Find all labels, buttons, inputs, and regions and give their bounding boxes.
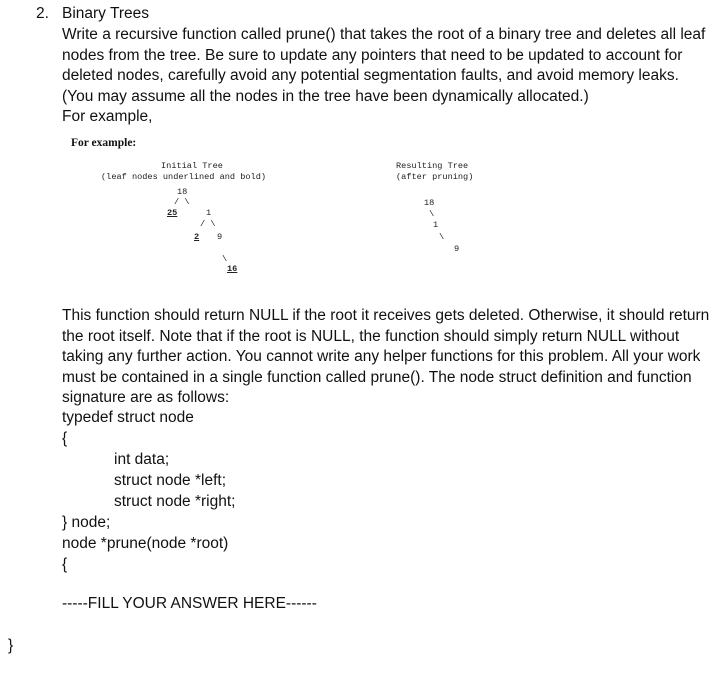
question-title: Binary Trees [62,5,150,22]
tree-edge: / \ [174,197,190,207]
for-example-text: For example, [62,108,153,125]
code-field-right: struct node *right; [114,493,236,510]
tree-leaf-node: 16 [227,264,238,274]
tree-leaf-node: 2 [194,232,200,242]
question-description: Write a recursive function called prune() that takes the root of a binary tree and deletes all leaf nodes from the tree. Be sure to update any pointers that need to be updated to account for deleted nodes, carefully avoid any potential segmentation faults, and avoid memory leaks. (You may assume all the nodes in the tree have been dynamically allocated.) [62,26,706,105]
tree-edge: \ [439,232,445,242]
resulting-tree-subtitle: (after pruning) [396,172,474,182]
tree-node-root: 18 [177,187,188,197]
answer-placeholder[interactable]: -----FILL YOUR ANSWER HERE------ [62,595,317,612]
code-function-open-brace: { [62,556,68,573]
tree-edge: \ [222,254,228,264]
code-function-close-brace: } [8,637,14,654]
tree-leaf-node: 25 [167,208,178,218]
tree-node-root: 18 [424,198,435,208]
code-close-line: } node; [62,514,111,531]
code-field-left: struct node *left; [114,472,227,489]
code-open-brace: { [62,430,68,447]
tree-node: 9 [217,232,223,242]
code-typedef-line: typedef struct node [62,409,194,426]
question-number: 2. [36,5,49,22]
resulting-tree-title: Resulting Tree [396,161,469,171]
tree-node: 1 [433,220,439,230]
example-label: For example: [71,137,137,149]
code-field-data: int data; [114,451,170,468]
tree-edge: \ [429,209,435,219]
instructions-text: This function should return NULL if the root it receives gets deleted. Otherwise, it should return the root itself. Note that if the root is NULL, the function should simply return NULL without taking any further action. You cannot write any helper functions for this problem. All your work must be contained in a single function called prune(). The node struct definition and function signature are as follows: [62,307,710,406]
code-function-signature: node *prune(node *root) [62,535,229,552]
initial-tree-subtitle: (leaf nodes underlined and bold) [101,172,267,182]
tree-node: 9 [454,244,460,254]
tree-node: 1 [206,208,212,218]
initial-tree-title: Initial Tree [161,161,223,171]
tree-edge: / \ [200,219,216,229]
